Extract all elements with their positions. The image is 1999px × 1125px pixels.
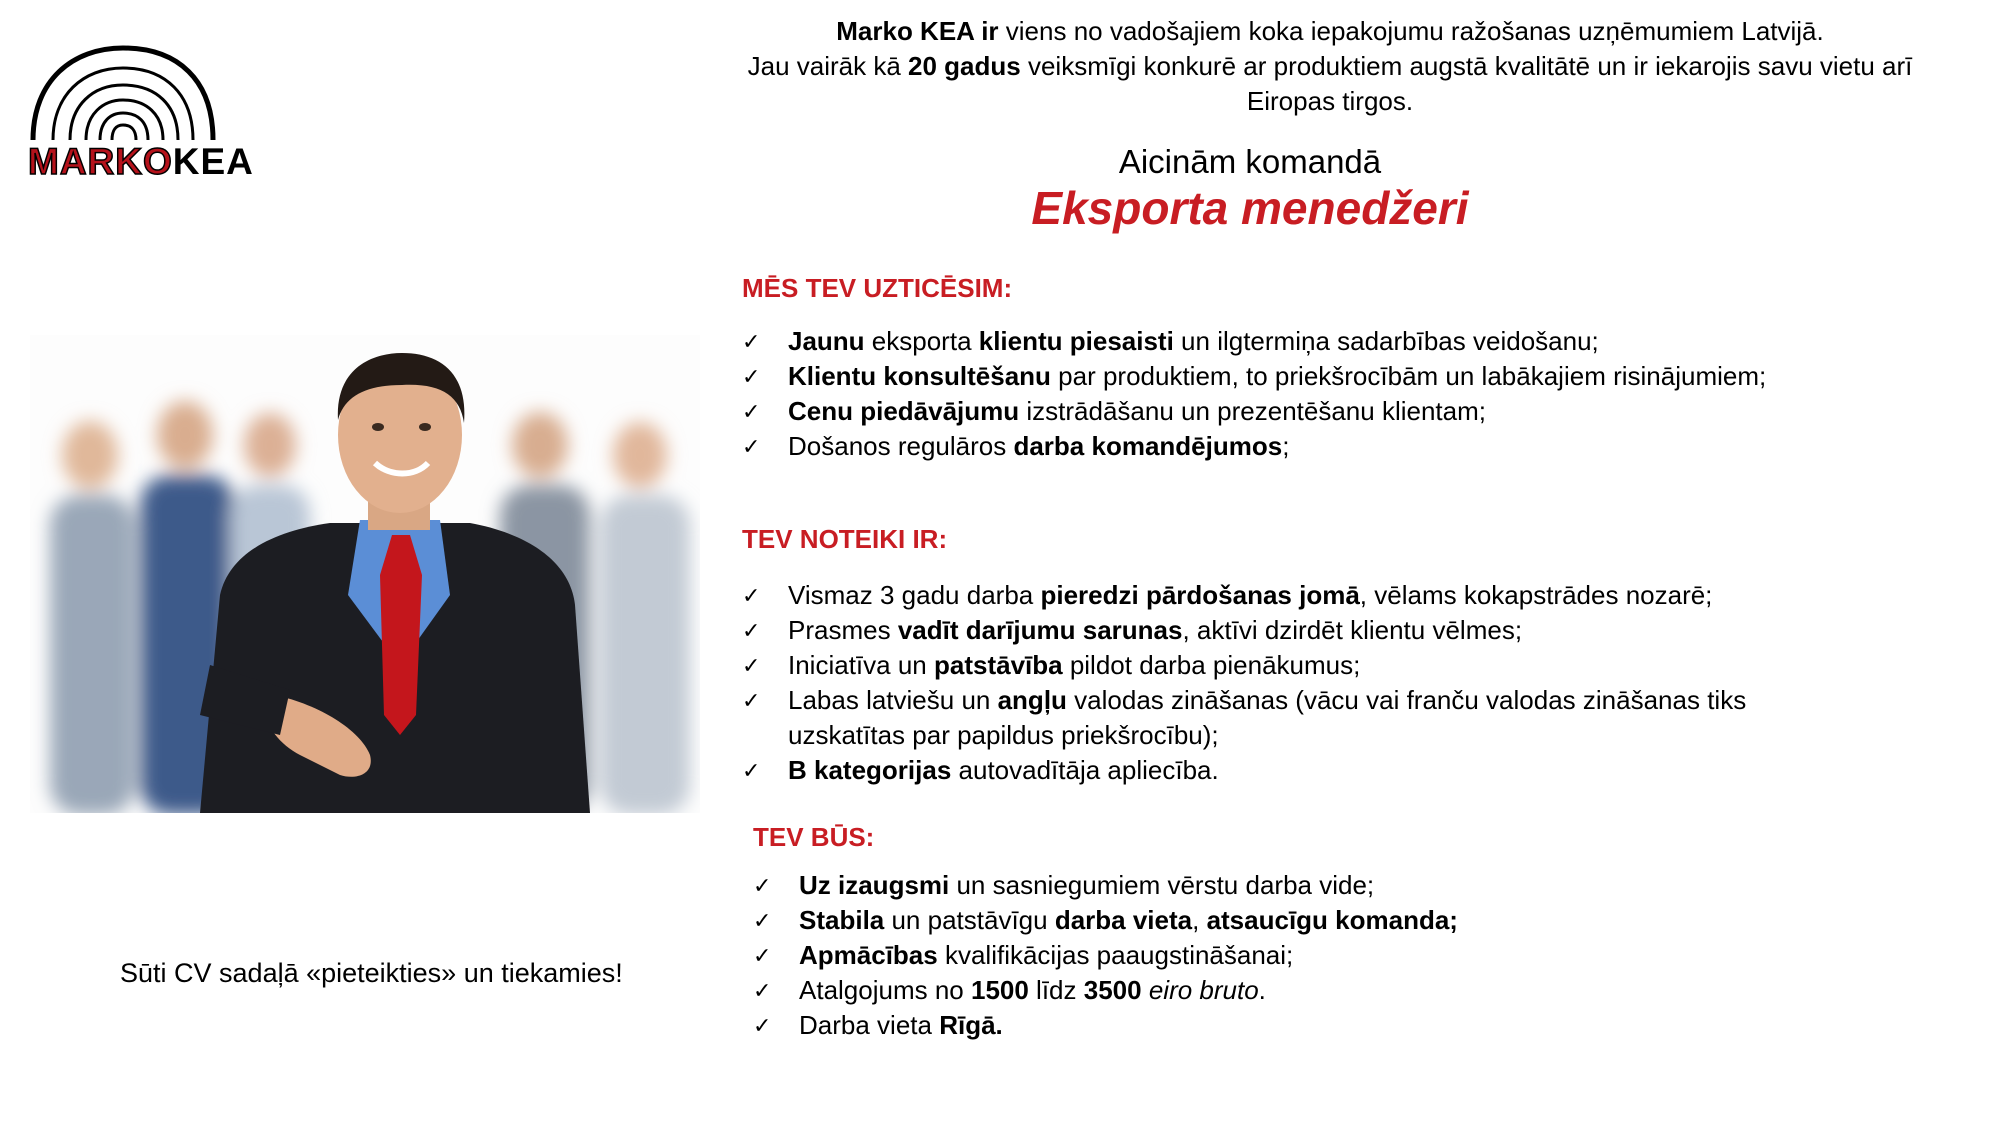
duties-list	[742, 324, 1792, 464]
company-logo	[28, 40, 254, 182]
text-segment: darba vieta	[1054, 905, 1193, 935]
checkmark-icon: ✓	[742, 364, 761, 389]
text-segment: , aktīvi dzirdēt klientu vēlmes;	[1182, 615, 1523, 645]
text-segment: klientu piesaisti	[978, 326, 1174, 356]
apply-note: Sūti CV sadaļā «pieteikties» un tiekamies!	[120, 958, 623, 988]
checkmark-icon: ✓	[742, 758, 761, 783]
list-item	[742, 578, 1792, 613]
intro-line-2	[730, 49, 1930, 119]
text-segment: kvalifikācijas paaugstināšanai;	[937, 940, 1294, 970]
text-segment: Jaunu	[788, 326, 865, 356]
text-segment: Apmācības	[799, 940, 938, 970]
checkmark-icon: ✓	[753, 908, 772, 933]
checkmark-icon: ✓	[753, 943, 772, 968]
logo-text-marko: MARKO	[28, 141, 173, 182]
company-intro	[730, 14, 1930, 119]
text-segment: pieredzi pārdošanas jomā	[1040, 580, 1360, 610]
text-segment: par produktiem, to priekšrocībām un labākajiem risinājumiem;	[1050, 361, 1767, 391]
checkmark-icon: ✓	[742, 688, 761, 713]
text-segment: angļu	[997, 685, 1067, 715]
text-segment: ;	[1282, 431, 1290, 461]
text-segment: un patstāvīgu	[884, 905, 1055, 935]
text-segment: Iniciatīva un	[788, 650, 934, 680]
text-segment: Cenu piedāvājumu	[788, 396, 1020, 426]
checkmark-icon: ✓	[753, 873, 772, 898]
section-heading-offer: TEV BŪS:	[753, 822, 875, 852]
text-segment: Rīgā.	[939, 1010, 1003, 1040]
list-item	[753, 903, 1803, 938]
text-segment: patstāvība	[933, 650, 1063, 680]
text-segment: izstrādāšanu un prezentēšanu klientam;	[1019, 396, 1486, 426]
logo-wordmark	[28, 142, 254, 182]
list-item	[742, 359, 1792, 394]
text-segment: 3500	[1083, 975, 1142, 1005]
text-segment: atsaucīgu komanda;	[1206, 905, 1458, 935]
checkmark-icon: ✓	[742, 329, 761, 354]
text-segment	[1142, 975, 1149, 1005]
checkmark-icon: ✓	[742, 583, 761, 608]
list-item	[742, 753, 1792, 788]
businessman-handshake-photo	[30, 335, 700, 813]
text-segment: autovadītāja apliecība.	[951, 755, 1219, 785]
text-segment: Atalgojums no	[799, 975, 971, 1005]
invite-heading: Aicinām komandā	[1118, 143, 1382, 180]
logo-text-kea: KEA	[172, 141, 254, 182]
text-segment: eiro bruto	[1148, 975, 1259, 1005]
list-item	[742, 613, 1792, 648]
list-item	[753, 868, 1803, 903]
text-segment: viens no vadošajiem koka iepakojumu ražošanas uzņēmumiem Latvijā.	[998, 16, 1824, 46]
offer-list	[753, 868, 1803, 1043]
text-segment: ,	[1192, 905, 1207, 935]
text-segment: B kategorijas	[788, 755, 952, 785]
text-segment: 1500	[970, 975, 1029, 1005]
list-item	[753, 973, 1803, 1008]
text-segment: valodas zināšanas (vācu vai franču valodas zināšanas tiks uzskatītas par papildus priekšrocību);	[788, 685, 1747, 750]
text-segment: Došanos regulāros	[788, 431, 1014, 461]
text-segment: Jau vairāk kā	[747, 51, 909, 81]
text-segment: Uz izaugsmi	[799, 870, 950, 900]
position-title: Eksporta menedžeri	[1031, 182, 1469, 234]
list-item	[742, 648, 1792, 683]
list-item	[742, 324, 1792, 359]
text-segment: Klientu konsultēšanu	[788, 361, 1051, 391]
list-item	[742, 683, 1792, 753]
text-segment: vadīt darījumu sarunas	[897, 615, 1183, 645]
checkmark-icon: ✓	[742, 399, 761, 424]
text-segment: līdz	[1028, 975, 1084, 1005]
checkmark-icon: ✓	[753, 978, 772, 1003]
text-segment: pildot darba pienākumus;	[1062, 650, 1361, 680]
text-segment: Marko KEA ir	[836, 16, 999, 46]
text-segment: Labas latviešu un	[788, 685, 998, 715]
businessman-photo	[30, 335, 700, 813]
list-item	[742, 394, 1792, 429]
list-item	[753, 1008, 1803, 1043]
checkmark-icon: ✓	[742, 653, 761, 678]
text-segment: un ilgtermiņa sadarbības veidošanu;	[1173, 326, 1599, 356]
text-segment: un sasniegumiem vērstu darba vide;	[949, 870, 1375, 900]
text-segment: Vismaz 3 gadu darba	[788, 580, 1041, 610]
text-segment: darba komandējumos	[1013, 431, 1283, 461]
text-segment: Darba vieta	[799, 1010, 940, 1040]
checkmark-icon: ✓	[742, 618, 761, 643]
text-segment: , vēlams kokapstrādes nozarē;	[1359, 580, 1713, 610]
list-item	[742, 429, 1792, 464]
intro-line-1	[730, 14, 1930, 49]
text-segment: 20 gadus	[908, 51, 1021, 81]
tree-rings-icon	[28, 40, 218, 150]
text-segment: Prasmes	[788, 615, 898, 645]
text-segment: veiksmīgi konkurē ar produktiem augstā kvalitātē un ir iekarojis savu vietu arī Eiropas tirgos.	[1020, 51, 1913, 116]
list-item	[753, 938, 1803, 973]
checkmark-icon: ✓	[753, 1013, 772, 1038]
checkmark-icon: ✓	[742, 434, 761, 459]
text-segment: .	[1258, 975, 1266, 1005]
text-segment: eksporta	[864, 326, 979, 356]
section-heading-requirements: TEV NOTEIKI IR:	[742, 524, 948, 554]
text-segment: Stabila	[799, 905, 885, 935]
requirements-list	[742, 578, 1792, 788]
section-heading-duties: MĒS TEV UZTICĒSIM:	[742, 273, 1013, 303]
